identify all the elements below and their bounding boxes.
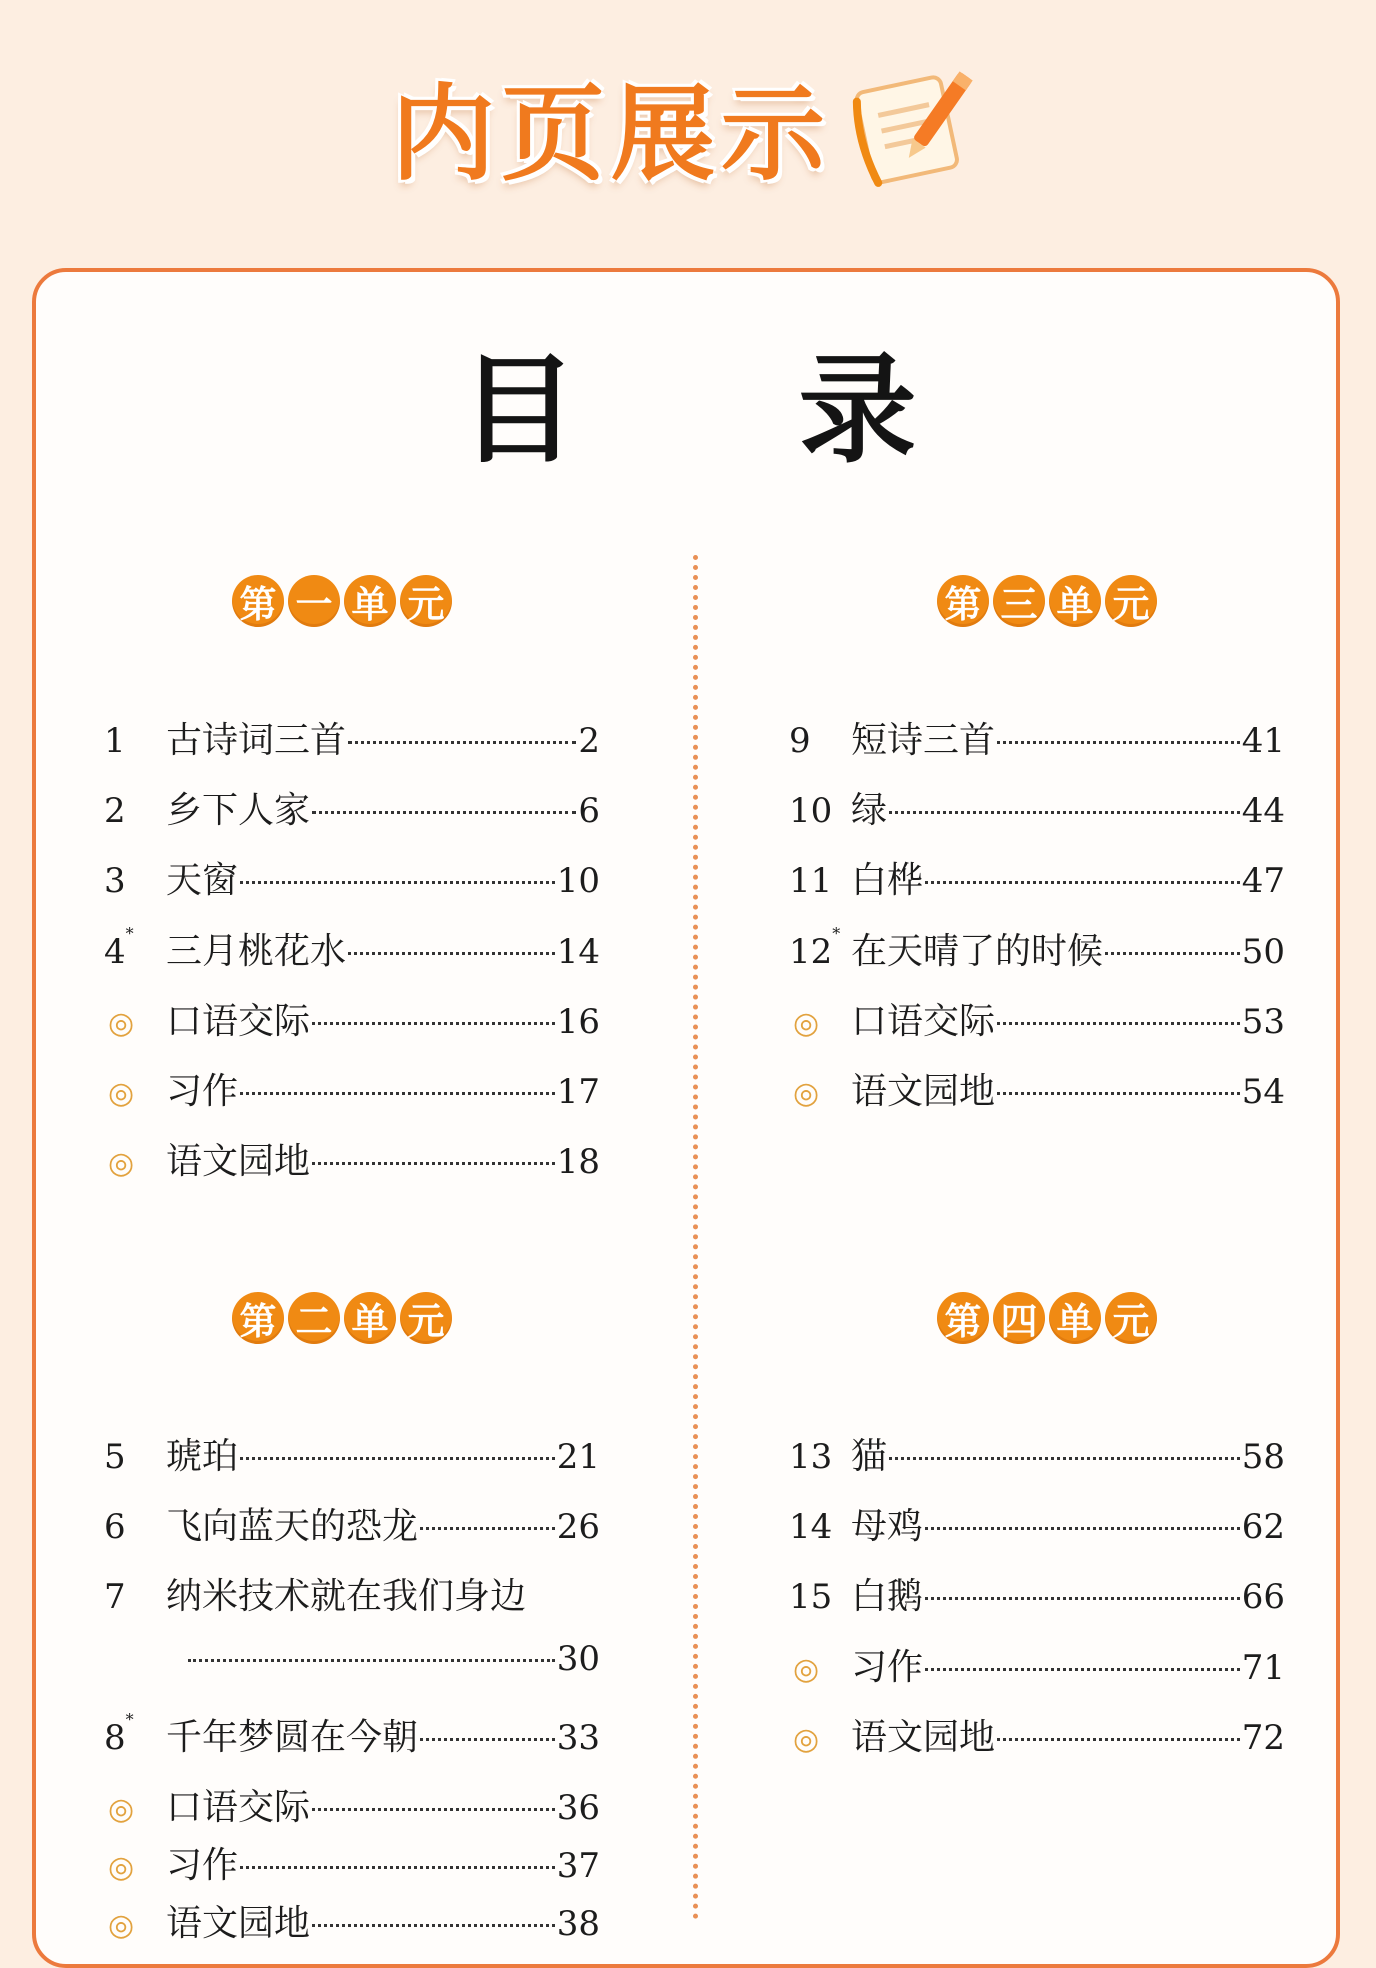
- entry-title: 千年梦圆在今朝: [166, 1716, 419, 1758]
- leader-dots: [240, 1866, 555, 1869]
- page-number: 71: [1241, 1647, 1285, 1688]
- bullet-icon: ◎: [793, 1721, 820, 1757]
- unit-badge-char: 元: [1105, 1292, 1157, 1344]
- note-pencil-icon: [845, 60, 985, 190]
- leader-dots: [240, 1457, 555, 1460]
- toc-entry[interactable]: [104, 1133, 600, 1183]
- toc-entry[interactable]: [104, 1709, 600, 1759]
- entry-title: 古诗词三首: [166, 720, 347, 761]
- entry-title: 白桦: [851, 860, 924, 902]
- entry-title: 飞向蓝天的恐龙: [166, 1506, 419, 1548]
- unit-badge-char: 三: [993, 575, 1045, 627]
- leader-dots: [420, 1738, 555, 1741]
- entry-title: 绿: [851, 790, 888, 832]
- unit-badge-char: 元: [400, 1292, 452, 1344]
- entry-title: 语文园地: [166, 1903, 311, 1944]
- bullet-icon: ◎: [793, 1005, 820, 1041]
- page-number: 17: [556, 1072, 600, 1112]
- page-number: 14: [556, 931, 600, 972]
- toc-entry[interactable]: [104, 712, 600, 762]
- leader-dots: [889, 1457, 1240, 1460]
- page-number: 37: [556, 1846, 600, 1886]
- optional-star: *: [832, 923, 841, 943]
- entry-title: 口语交际: [851, 1000, 996, 1042]
- unit-badge-char: 单: [1049, 1292, 1101, 1344]
- page-number: 66: [1241, 1577, 1285, 1618]
- lesson-number: 1: [104, 721, 126, 761]
- toc-entry[interactable]: [789, 1639, 1285, 1689]
- page-number: 58: [1241, 1437, 1285, 1477]
- toc-entry[interactable]: [104, 923, 600, 973]
- page-number: 72: [1241, 1717, 1285, 1758]
- entry-title: 口语交际: [166, 1000, 311, 1042]
- toc-entry[interactable]: [789, 923, 1285, 973]
- page-number: 33: [556, 1717, 600, 1758]
- lesson-number: 14: [789, 1507, 833, 1548]
- toc-entry[interactable]: [104, 1895, 600, 1945]
- optional-star: *: [125, 923, 134, 943]
- entry-title: 母鸡: [851, 1506, 924, 1548]
- unit-badge-char: 第: [232, 575, 284, 627]
- unit-badge-char: 第: [232, 1292, 284, 1344]
- unit-badge: [232, 575, 452, 627]
- toc-entry[interactable]: [789, 1498, 1285, 1548]
- lesson-number: 12 *: [789, 923, 841, 972]
- lesson-number: 5: [104, 1437, 126, 1477]
- toc-entry[interactable]: [104, 1837, 600, 1887]
- bullet-icon: ◎: [108, 1146, 135, 1182]
- page-number: 53: [1241, 1001, 1285, 1042]
- bullet-icon: ◎: [793, 1076, 820, 1111]
- bullet-icon: ◎: [108, 1908, 135, 1943]
- unit-badge-char: 第: [937, 575, 989, 627]
- leader-dots: [925, 881, 1240, 884]
- lesson-number: 3: [104, 861, 126, 902]
- leader-dots: [348, 741, 576, 744]
- toc-entry[interactable]: [104, 1779, 600, 1829]
- toc-entry[interactable]: [789, 1063, 1285, 1113]
- leader-dots: [312, 1808, 555, 1811]
- leader-dots: [312, 1022, 555, 1025]
- entry-title: 短诗三首: [851, 720, 996, 761]
- bullet-icon: ◎: [108, 1850, 135, 1885]
- page-number: 38: [556, 1904, 600, 1944]
- page-number: 18: [556, 1142, 600, 1183]
- page-number: 26: [556, 1507, 600, 1548]
- toc-entry[interactable]: [104, 1498, 600, 1548]
- entry-title: 乡下人家: [166, 790, 311, 832]
- leader-dots: [997, 1738, 1240, 1741]
- lesson-number: 2: [104, 791, 126, 832]
- unit-badge-char: 四: [993, 1292, 1045, 1344]
- page-number: 30: [556, 1638, 600, 1679]
- entry-title: 语文园地: [166, 1141, 311, 1183]
- entry-title: 语文园地: [851, 1071, 996, 1112]
- lesson-number: 10: [789, 791, 833, 832]
- lesson-number: 4 *: [104, 923, 134, 972]
- page-number: 54: [1241, 1072, 1285, 1112]
- entry-title: 纳米技术就在我们身边: [166, 1576, 527, 1618]
- lesson-number: 6: [104, 1507, 126, 1548]
- entry-title: 习作: [166, 1071, 239, 1112]
- toc-title: 目 录: [459, 340, 1007, 479]
- lesson-number: 11: [789, 861, 833, 902]
- page-number: 2: [578, 721, 600, 761]
- page-number: 16: [556, 1001, 600, 1042]
- toc-entry[interactable]: [104, 993, 600, 1043]
- unit-badge-char: 第: [937, 1292, 989, 1344]
- page-number: 36: [556, 1788, 600, 1828]
- banner-title: 内页展示: [390, 73, 831, 195]
- unit-badge-char: 一: [288, 575, 340, 627]
- toc-entry[interactable]: [104, 1568, 600, 1618]
- entry-title: 习作: [166, 1845, 239, 1886]
- leader-dots: [997, 1092, 1240, 1095]
- toc-entry[interactable]: [104, 852, 600, 902]
- toc-entry[interactable]: [789, 1428, 1285, 1478]
- unit-badge-char: 元: [400, 575, 452, 627]
- bullet-icon: ◎: [108, 1076, 135, 1111]
- leader-dots: [312, 811, 576, 814]
- lesson-number: 13: [789, 1437, 833, 1477]
- bullet-icon: ◎: [108, 1005, 135, 1041]
- leader-dots: [420, 1527, 555, 1530]
- entry-title: 在天晴了的时候: [851, 930, 1104, 972]
- entry-title: 习作: [851, 1646, 924, 1688]
- leader-dots: [889, 811, 1240, 814]
- entry-title: 语文园地: [851, 1716, 996, 1758]
- toc-entry[interactable]: [104, 1639, 600, 1689]
- lesson-number: 8 *: [104, 1709, 134, 1758]
- toc-entry[interactable]: [789, 782, 1285, 832]
- page-number: 41: [1241, 721, 1285, 761]
- entry-title: 琥珀: [166, 1436, 239, 1477]
- column-divider: [693, 555, 698, 1920]
- page-number: 44: [1241, 791, 1285, 832]
- leader-dots: [312, 1162, 555, 1165]
- entry-title: 白鹅: [851, 1576, 924, 1618]
- toc-entry[interactable]: [789, 1709, 1285, 1759]
- toc-entry[interactable]: [104, 782, 600, 832]
- leader-dots: [188, 1659, 555, 1662]
- unit-badge-char: 元: [1105, 575, 1157, 627]
- toc-entry[interactable]: [789, 1568, 1285, 1618]
- leader-dots: [925, 1527, 1240, 1530]
- page-number: 10: [556, 861, 600, 902]
- leader-dots: [925, 1597, 1240, 1600]
- toc-entry[interactable]: [789, 852, 1285, 902]
- leader-dots: [997, 1022, 1240, 1025]
- toc-entry[interactable]: [789, 993, 1285, 1043]
- unit-badge: [232, 1292, 452, 1344]
- leader-dots: [240, 1092, 555, 1095]
- lesson-number: 15: [789, 1577, 833, 1618]
- entry-title: 猫: [851, 1436, 888, 1477]
- toc-entry[interactable]: [104, 1428, 600, 1478]
- leader-dots: [240, 881, 555, 884]
- leader-dots: [312, 1924, 555, 1927]
- bullet-icon: ◎: [793, 1651, 820, 1687]
- leader-dots: [997, 741, 1240, 744]
- unit-badge-char: 单: [344, 1292, 396, 1344]
- header-banner: [0, 50, 1376, 200]
- unit-badge: [937, 575, 1157, 627]
- entry-title: 口语交际: [166, 1787, 311, 1828]
- page-number: 21: [556, 1437, 600, 1477]
- leader-dots: [1105, 952, 1240, 955]
- page-number: 62: [1241, 1507, 1285, 1548]
- lesson-number: 7: [104, 1577, 126, 1618]
- page-number: 47: [1241, 861, 1285, 902]
- bullet-icon: ◎: [108, 1792, 135, 1827]
- entry-title: 天窗: [166, 860, 239, 902]
- optional-star: *: [125, 1709, 134, 1729]
- unit-badge-char: 单: [344, 575, 396, 627]
- page-number: 6: [578, 791, 600, 832]
- entry-title: 三月桃花水: [166, 930, 347, 972]
- toc-entry[interactable]: [104, 1063, 600, 1113]
- leader-dots: [925, 1668, 1240, 1671]
- leader-dots: [348, 952, 555, 955]
- unit-badge: [937, 1292, 1157, 1344]
- toc-entry[interactable]: [789, 712, 1285, 762]
- unit-badge-char: 二: [288, 1292, 340, 1344]
- lesson-number: 9: [789, 721, 811, 761]
- page-number: 50: [1241, 931, 1285, 972]
- unit-badge-char: 单: [1049, 575, 1101, 627]
